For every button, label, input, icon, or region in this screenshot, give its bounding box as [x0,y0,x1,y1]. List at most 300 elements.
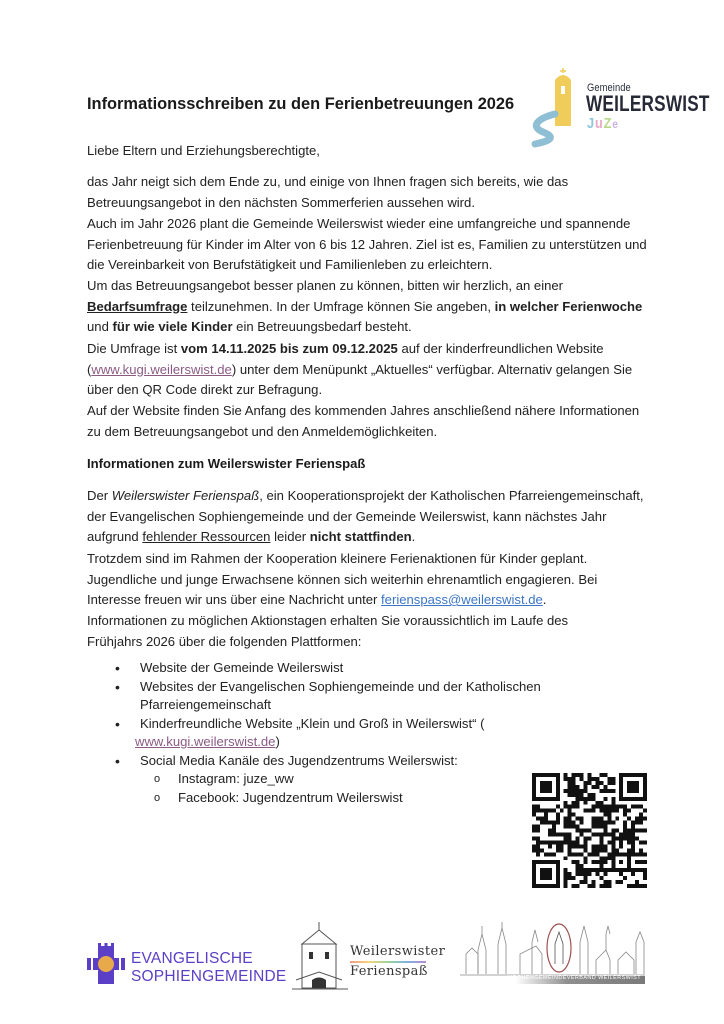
qr-module [568,813,572,817]
qr-module [619,872,623,876]
list-item-text: Websites der Evangelischen Sophiengemeinde und der Katholischen Pfarreiengemeinschaft [140,678,541,712]
qr-module [584,781,588,785]
qr-module [635,868,639,872]
qr-module [599,805,603,809]
qr-module [552,809,556,813]
qr-module [603,872,607,876]
qr-module [623,805,627,809]
qr-module [588,829,592,833]
qr-module [643,817,647,821]
qr-module [623,829,627,833]
qr-module [572,884,576,888]
qr-module [639,805,643,809]
text: . [411,529,416,544]
qr-module [623,836,627,840]
qr-module [595,852,599,856]
qr-module [627,848,631,852]
qr-module [643,872,647,876]
qr-module [591,884,595,888]
qr-module [623,821,627,825]
list-item-text: Website der Gemeinde Weilerswist [140,660,344,675]
qr-module [599,884,603,888]
qr-module [576,872,580,876]
qr-module [595,844,599,848]
qr-module [572,840,576,844]
qr-module [536,852,540,856]
qr-module [643,809,647,813]
qr-module [540,840,544,844]
qr-module [556,844,560,848]
qr-module [599,864,603,868]
qr-module [568,817,572,821]
qr-module [548,840,552,844]
cross-tower-icon [87,942,127,988]
qr-module [603,856,607,860]
social-item-instagram: o Instagram: juze_ww [154,770,555,789]
qr-module [564,773,568,777]
qr-module [639,821,643,825]
qr-module [623,825,627,829]
qr-module [584,844,588,848]
qr-module [639,868,643,872]
qr-module [544,852,548,856]
list-item [115,659,555,678]
qr-module [560,832,564,836]
qr-module [540,809,544,813]
paragraph-plan: Auch im Jahr 2026 plant die Gemeinde Weilerswist wieder eine umfangreiche und spannende Ferienbetreuung für Kinder im Alter von 6 bis 12 Jahren. Ziel ist es, Familien zu unterstützen und die Vereinbarkeit von Berufstätigkeit und Familienleben zu erleichtern. [87,216,647,272]
document-title: Informationsschreiben zu den Ferienbetreuungen 2026 [87,95,515,113]
qr-module [611,805,615,809]
qr-module [540,817,544,821]
qr-module [619,805,623,809]
qr-module [599,817,603,821]
qr-module [560,809,564,813]
qr-module [631,840,635,844]
qr-module [536,848,540,852]
qr-module [548,809,552,813]
qr-module [599,868,603,872]
paragraph-dates [87,339,652,401]
qr-module [544,821,548,825]
qr-module [591,868,595,872]
missing-resources: fehlender Ressourcen [142,529,271,544]
qr-module [572,852,576,856]
text: . [542,592,547,607]
qr-module [548,829,552,833]
qr-module [584,868,588,872]
qr-module [568,821,572,825]
qr-module [611,848,615,852]
qr-module [568,785,572,789]
qr-module [619,880,623,884]
qr-module [591,825,595,829]
qr-module [607,852,611,856]
qr-module [580,817,584,821]
qr-module [580,789,584,793]
qr-code[interactable] [532,773,647,888]
qr-module [643,840,647,844]
qr-module [611,809,615,813]
qr-module [603,773,607,777]
qr-module [603,821,607,825]
qr-module [603,868,607,872]
qr-module [627,809,631,813]
qr-module [536,805,540,809]
qr-module [595,781,599,785]
qr-module [576,852,580,856]
qr-module [572,801,576,805]
qr-module [584,856,588,860]
qr-module [595,817,599,821]
kugi-website-link[interactable]: www.kugi.weilerswist.de [91,361,232,377]
qr-module [639,860,643,864]
juze-letter: Z [603,115,613,132]
qr-module [564,868,568,872]
qr-module [615,848,619,852]
qr-module [568,872,572,876]
qr-module [536,809,540,813]
qr-module [572,781,576,785]
qr-module [584,848,588,852]
qr-module [591,844,595,848]
qr-module [595,848,599,852]
text: Der [87,488,112,503]
qr-module [603,884,607,888]
qr-module [607,781,611,785]
qr-module [564,856,568,860]
qr-module [588,777,592,781]
qr-module [603,860,607,864]
kirchengemeindeverband-logo [460,920,645,990]
qr-module [631,852,635,856]
qr-module [643,876,647,880]
qr-module [580,844,584,848]
logo-gemeinde-text: Gemeinde [587,82,631,94]
qr-module [584,880,588,884]
qr-module [615,805,619,809]
qr-module [607,789,611,793]
children-emphasis: für wie viele Kinder [112,319,233,334]
qr-module [572,789,576,793]
qr-module [584,860,588,864]
qr-module [599,860,603,864]
qr-module [591,785,595,789]
qr-module [591,777,595,781]
qr-module [639,840,643,844]
qr-module [631,884,635,888]
qr-module [572,805,576,809]
qr-module [568,805,572,809]
qr-module [556,805,560,809]
qr-module [568,789,572,793]
qr-module [532,836,536,840]
evangelische-sophiengemeinde-logo [87,942,287,988]
qr-module [564,821,568,825]
qr-module [639,829,643,833]
qr-module [532,844,536,848]
qr-module [635,829,639,833]
qr-module [611,821,615,825]
qr-module [588,797,592,801]
qr-module [576,785,580,789]
qr-module [595,801,599,805]
qr-module [615,829,619,833]
qr-module [556,817,560,821]
qr-module [544,809,548,813]
qr-module [568,793,572,797]
text: teilzunehmen. In der Umfrage können Sie angeben, [187,298,495,314]
qr-module [591,852,595,856]
qr-module [564,789,568,793]
qr-module [584,829,588,833]
qr-module [619,844,623,848]
qr-module [591,805,595,809]
qr-module [607,880,611,884]
qr-module [548,844,552,848]
qr-module [611,829,615,833]
qr-module [627,884,631,888]
qr-module [595,785,599,789]
qr-module [631,829,635,833]
qr-module [584,840,588,844]
qr-module [603,848,607,852]
qr-module [607,777,611,781]
qr-module [627,840,631,844]
list-item [115,752,555,808]
qr-module [607,821,611,825]
qr-module [552,829,556,833]
qr-module [631,805,635,809]
qr-module [591,793,595,797]
qr-module [576,801,580,805]
qr-module [564,880,568,884]
qr-module [548,852,552,856]
qr-module [580,793,584,797]
qr-module [627,829,631,833]
juze-letter: u [594,115,604,132]
qr-module [536,817,540,821]
paragraph-ferienspass [87,486,657,548]
qr-module [635,836,639,840]
qr-module [536,840,540,844]
qr-module [599,773,603,777]
qr-module [532,829,536,833]
text: und [87,319,113,334]
qr-module [572,860,576,864]
qr-module [603,825,607,829]
qr-module [619,836,623,840]
qr-module [627,817,631,821]
qr-module [603,785,607,789]
paragraph-website-info: Auf der Website finden Sie Anfang des kommenden Jahres anschließend nähere Informationen zu dem Betreuungsangebot und den Anmeldemöglichkeiten. [87,403,640,439]
qr-module [576,864,580,868]
qr-module [576,789,580,793]
qr-module [588,872,592,876]
qr-module [603,844,607,848]
qr-module [580,880,584,884]
qr-module [556,848,560,852]
qr-module [556,813,560,817]
qr-module [576,825,580,829]
paragraph-intro: das Jahr neigt sich dem Ende zu, und einige von Ihnen fragen sich bereits, wie das Betreuungsangebot in den nächsten Sommerferien aussehen wird. [87,174,569,210]
qr-alignment-pattern [619,860,623,864]
qr-module [532,813,536,817]
qr-module [623,809,627,813]
qr-module [564,805,568,809]
qr-module [576,793,580,797]
qr-module [595,805,599,809]
platforms-list [115,659,555,807]
qr-module [588,809,592,813]
greeting: Liebe Eltern und Erziehungsberechtigte, [87,143,320,158]
qr-module [595,825,599,829]
email-link[interactable]: ferienspass@weilerswist.de [381,592,543,607]
qr-module [576,836,580,840]
qr-module [572,821,576,825]
qr-module [564,836,568,840]
qr-module [599,821,603,825]
qr-module [576,860,580,864]
qr-module [635,817,639,821]
churches-skyline-icon [460,920,645,978]
qr-module [588,773,592,777]
qr-module [599,844,603,848]
qr-module [643,860,647,864]
qr-module [591,860,595,864]
qr-module [544,817,548,821]
qr-module [639,884,643,888]
qr-module [568,836,572,840]
qr-module [599,836,603,840]
qr-module [611,781,615,785]
ferienspass-line1: Weilerswister [350,944,446,959]
qr-module [631,836,635,840]
qr-module [603,829,607,833]
qr-module [588,781,592,785]
qr-module [599,809,603,813]
qr-module [631,821,635,825]
ferienspass-name: Weilerswister Ferienspaß [111,488,260,503]
ferienspass-line2: Ferienspaß [350,964,428,979]
qr-module [584,836,588,840]
qr-module [552,825,556,829]
qr-module [611,789,615,793]
qr-module [603,813,607,817]
qr-module [639,848,643,852]
qr-module [572,777,576,781]
list-item-text: ) [275,734,280,749]
section-heading-ferienspass: Informationen zum Weilerswister Ferienspaß [87,456,366,471]
qr-module [603,832,607,836]
rainbow-line [350,961,426,963]
qr-module [607,805,611,809]
qr-module [572,793,576,797]
qr-module [536,844,540,848]
qr-module [544,813,548,817]
qr-module [615,817,619,821]
qr-module [639,852,643,856]
qr-module [564,840,568,844]
qr-module [623,876,627,880]
qr-module [635,805,639,809]
text: auf der kinderfreundlichen Website ( [87,341,604,377]
list-item [115,678,555,715]
qr-module [576,868,580,872]
qr-module [568,876,572,880]
qr-module [568,848,572,852]
qr-module [576,884,580,888]
paragraph-cooperation [87,549,647,611]
paragraph-survey [87,276,657,338]
qr-module [635,852,639,856]
qr-module [564,832,568,836]
qr-module [631,868,635,872]
text: , ein Kooperationsprojekt der Katholischen Pfarreiengemeinschaft, der Evangelischen Sophiengemeinde und der Gemeinde Weilerswist, kann nächstes Jahr aufgrund [87,488,644,544]
qr-module [548,821,552,825]
qr-module [599,856,603,860]
not-taking-place: nicht stattfinden [309,529,412,544]
qr-module [564,801,568,805]
qr-module [580,821,584,825]
evang-line1: EVANGELISCHE [131,950,253,967]
qr-module [536,836,540,840]
qr-module [568,832,572,836]
qr-module [611,836,615,840]
qr-module [572,844,576,848]
juze-letter: J [587,115,595,132]
qr-module [643,829,647,833]
qr-module [591,821,595,825]
qr-module [607,809,611,813]
kugi-website-link[interactable]: www.kugi.weilerswist.de [135,734,276,749]
qr-module [564,872,568,876]
qr-module [607,840,611,844]
qr-module [619,840,623,844]
qr-module [611,832,615,836]
qr-module [576,840,580,844]
qr-module [584,789,588,793]
kgv-band-text: KIRCHENGEMEINDEVERBAND WEILERSWIST [506,975,641,981]
qr-module [595,868,599,872]
qr-module [603,797,607,801]
qr-module [599,832,603,836]
qr-module [643,884,647,888]
qr-module [580,773,584,777]
qr-module [611,777,615,781]
qr-module [548,832,552,836]
qr-module [532,805,536,809]
paragraph-platforms-intro: Informationen zu möglichen Aktionstagen erhalten Sie voraussichtlich im Laufe des Frühjahrs 2026 über die folgenden Plattformen: [87,613,569,649]
church-tower-icon [292,920,348,992]
qr-module [623,813,627,817]
qr-module [560,840,564,844]
qr-module [591,817,595,821]
qr-module [556,821,560,825]
qr-module [572,813,576,817]
qr-module [532,809,536,813]
qr-finder-pattern [540,868,552,880]
qr-module [607,868,611,872]
list-item [115,715,555,752]
list-item-text: Social Media Kanäle des Jugendzentrums Weilerswist: [140,752,458,768]
qr-module [572,785,576,789]
qr-module [643,852,647,856]
qr-module [603,809,607,813]
qr-module [607,884,611,888]
qr-module [576,773,580,777]
qr-module [607,832,611,836]
qr-module [631,872,635,876]
